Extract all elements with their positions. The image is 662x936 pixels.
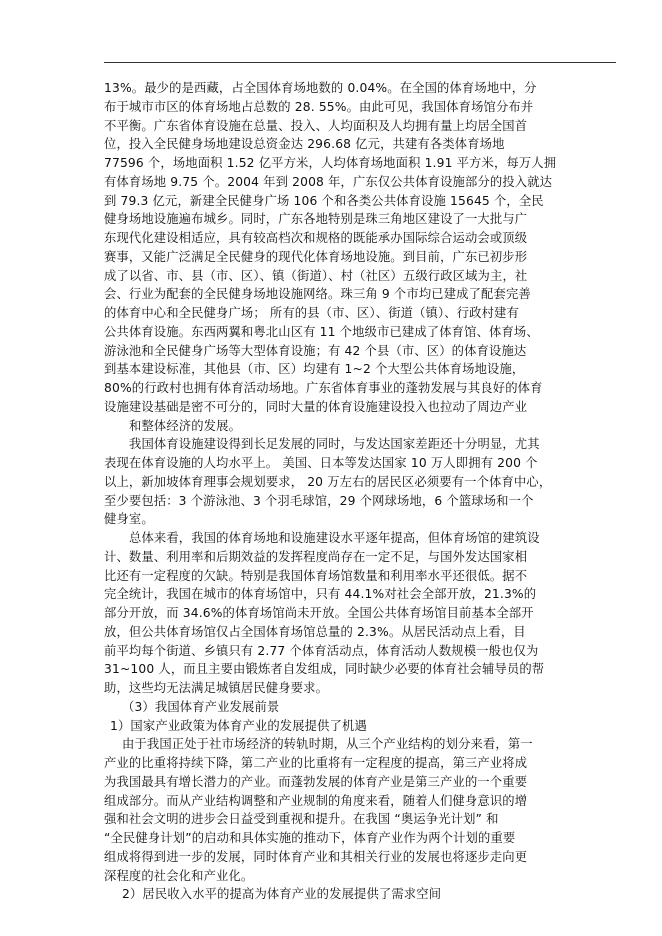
text-line: 31~100 人，而且主要由锻炼者自发组成，同时缺少必要的体育社会辅导员的帮 bbox=[104, 662, 545, 677]
heading-text: （3）我国体育产业发展前景 bbox=[122, 699, 280, 714]
text-line: 部分开放，而 34.6%的体育场馆尚未开放。全国公共体育场馆目前基本全部开 bbox=[104, 606, 534, 620]
text-line: 公共体育设施。东西两翼和粤北山区有 11 个地级市已建成了体育馆、体育场、 bbox=[104, 324, 539, 339]
text-line: 80%的行政村也拥有体育活动场地。广东省体育事业的蓬勃发展与其良好的体育 bbox=[104, 381, 543, 395]
text-line: 健身场地设施遍布城乡。同时，广东各地特别是珠三角地区建设了一大批与广 bbox=[104, 212, 528, 227]
text-line: 以上，新加坡体育理事会规划要求， 20 万左右的居民区必须要有一个体育中心， bbox=[104, 474, 552, 489]
text-line: 表现在体育设施的人均水平上。 美国、日本等发达国家 10 万人即拥有 200 个 bbox=[104, 456, 538, 470]
text-line: 我国体育设施建设得到长足发展的同时，与发达国家差距还十分明显，尤其 bbox=[129, 437, 540, 452]
text-line: 至少要包括：3 个游泳池、3 个羽毛球馆，29 个网球场地，6 个篮球场和一个 bbox=[104, 493, 534, 508]
text-line: 有体育场地 9.75 个。2004 年到 2008 年，广东仅公共体育设施部分的投入就达 bbox=[104, 174, 553, 189]
text-line: 到基本建设标准，其他县（市、区）均建有 1~2 个大型公共体育场地设施， bbox=[104, 362, 525, 377]
text-line: 东现代化建设相适应，具有较高档次和规格的既能承办国际综合运动会或顶级 bbox=[104, 231, 528, 245]
text-line: 计、数量、利用率和后期效益的发挥程度尚存在一定不足，与国外发达国家相 bbox=[104, 549, 528, 564]
text-line: 放，但公共体育场馆仅占全国体育场馆总量的 2.3%。从居民活动点上看，目 bbox=[104, 624, 526, 639]
text-line: 由于我国正处于社市场经济的转轨时期，从三个产业结构的划分来看，第一 bbox=[122, 737, 533, 752]
heading-text: 2）居民收入水平的提高为体育产业的发展提供了需求空间 bbox=[122, 887, 442, 902]
text-line: 设施建设基础是密不可分的，同时大量的体育设施建设投入也拉动了周边产业 bbox=[104, 399, 528, 414]
heading-text: 1）国家产业政策为体育产业的发展提供了机遇 bbox=[110, 718, 367, 733]
paragraph-overall-level bbox=[104, 529, 616, 698]
paragraph-venue-distribution bbox=[104, 79, 616, 435]
text-line: 深程度的社会化和产业化。 bbox=[104, 868, 254, 883]
text-line: 赛事，又能广泛满足全民健身的现代化体育场地设施。到目前，广东已初步形 bbox=[104, 249, 528, 264]
text-line: 13%。最少的是西藏，占全国体育场地数的 0.04%。在全国的体育场地中，分 bbox=[104, 81, 537, 95]
text-line: 和整体经济的发展。 bbox=[129, 418, 242, 433]
text-line: 成了以省、市、县（市、区）、镇（街道）、村（社区）五级行政区域为主，社 bbox=[104, 268, 528, 283]
text-line: 比还有一定程度的欠缺。特别是我国体育场馆数量和利用率水平还很低。据不 bbox=[104, 568, 528, 583]
subsection-heading bbox=[104, 717, 616, 736]
text-line: 前平均每个街道、乡镇只有 2.77 个体育活动点，体育活动人数规模一般也仅为 bbox=[104, 643, 539, 658]
text-line: 完全统计，我国在城市的体育场馆中，只有 44.1%对社会全部开放，21.3%的 bbox=[104, 587, 537, 602]
section-heading bbox=[104, 698, 616, 717]
text-line: 不平衡。广东省体育设施在总量、投入、人均面积及人均拥有量上均居全国首 bbox=[104, 118, 528, 133]
text-line: 总体来看，我国的体育场地和设施建设水平逐年提高，但体育场馆的建筑设 bbox=[129, 531, 540, 545]
paragraph-industry-policy bbox=[104, 735, 616, 885]
text-line: 游泳池和全民健身广场等大型体育设施；有 42 个县（市、区）的体育设施达 bbox=[104, 343, 527, 358]
header-rule bbox=[104, 62, 616, 63]
paragraph-international-gap bbox=[104, 435, 616, 529]
text-line: 强和社会文明的进步会日益受到重视和提升。在我国 “奥运争光计划” 和 bbox=[104, 812, 499, 827]
text-line: 到 79.3 亿元，新建全民健身广场 106 个和各类公共体育设施 15645 个，全民 bbox=[104, 193, 544, 208]
text-line: 健身室。 bbox=[104, 512, 154, 527]
text-line: 组成部分。而从产业结构调整和产业规制的角度来看，随着人们健身意识的增 bbox=[104, 793, 528, 808]
text-line: 布于城市市区的体育场地占总数的 28. 55%。由此可见，我国体育场馆分布并 bbox=[104, 99, 534, 114]
text-line: 产业的比重将持续下降，第二产业的比重将有一定程度的提高，第三产业将成 bbox=[104, 756, 528, 770]
document-body bbox=[104, 79, 616, 904]
text-line: 组成将得到进一步的发展，同时体育产业和其相关行业的发展也将逐步走向更 bbox=[104, 849, 528, 864]
text-line: 位，投入全民健身场地建设总资金达 296.68 亿元，共建有各类体育场地 bbox=[104, 137, 505, 152]
text-line: 助，这些均无法满足城镇居民健身要求。 bbox=[104, 681, 329, 695]
text-line: 会、行业为配套的全民健身场地设施网络。珠三角 9 个市均已建成了配套完善 bbox=[104, 287, 531, 302]
subsection-heading bbox=[104, 885, 616, 904]
text-line: 的体育中心和全民健身广场； 所有的县（市、区）、街道（镇）、行政村建有 bbox=[104, 306, 519, 320]
text-line: “全民健身计划”的启动和具体实施的推动下，体育产业作为两个计划的重要 bbox=[104, 831, 516, 845]
text-line: 77596 个，场地面积 1.52 亿平方米，人均体育场地面积 1.91 平方米，每万人拥 bbox=[104, 156, 557, 170]
text-line: 为我国最具有增长潜力的产业。而蓬勃发展的体育产业是第三产业的一个重要 bbox=[104, 774, 528, 789]
